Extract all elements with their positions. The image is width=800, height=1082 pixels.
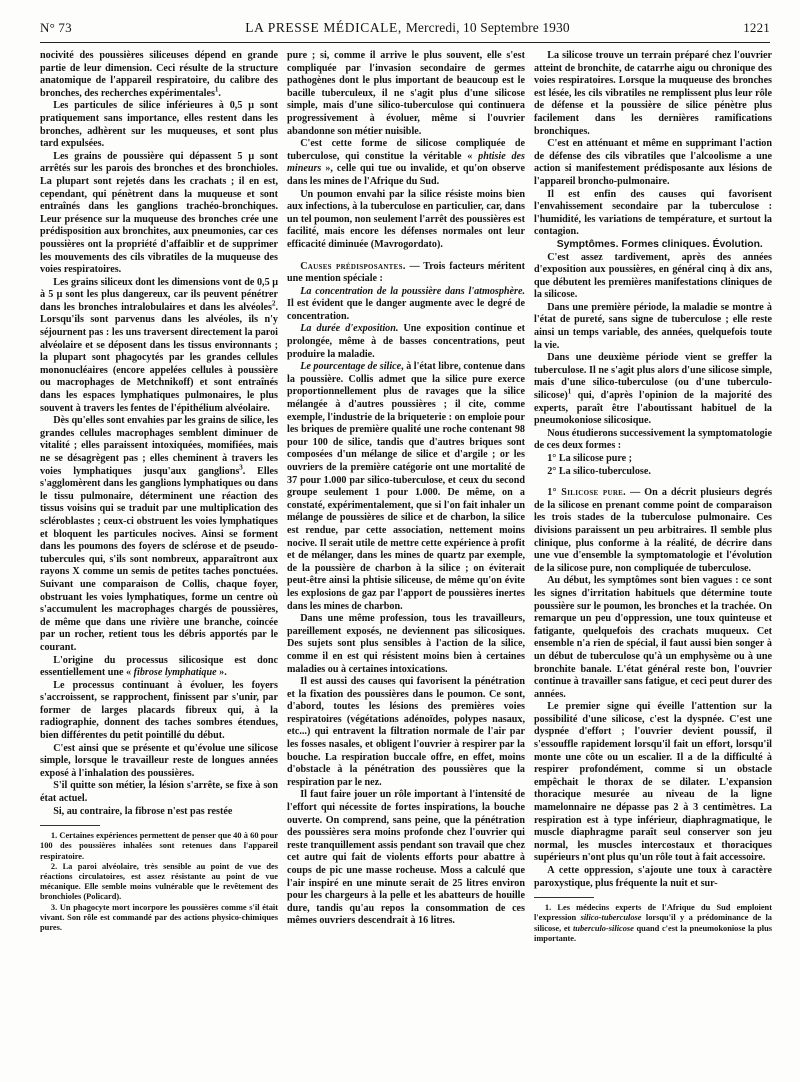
paragraph — [534, 352, 772, 428]
paragraph-text: Dès qu'elles sont envahies par les grains de silice, les grandes cellules macrophages semblent diminuer de vitalité ; elles paraissent intoxiquées, momifiées, mais ne se désagrègent pas ; elles cheminent à travers les voies lymphatiques jusqu'aux ganglions — [40, 415, 278, 477]
paragraph: Nous étudierons successivement la symptomatologie de ces deux formes : — [534, 427, 772, 452]
paragraph — [287, 286, 525, 324]
paragraph — [287, 361, 525, 613]
header-rule — [40, 42, 770, 43]
footnote-text: lorsqu'il y a prédominance de la silicose, et — [534, 913, 772, 933]
paragraph-text: ». — [216, 667, 227, 679]
column-3 — [534, 50, 772, 1075]
paragraph: Au début, les symptômes sont bien vagues : ce sont les signes d'irritation habituels que détermine toute poussière sur le poumon, les bronches et la trachée. On remarque un peu d'oppression, une toux quinteuse et fatigante, quelquefois des crachats muqueux. Cet ensemble n'a rien de spécial, il faut aussi bien songer à un début de tuberculose qu'à un emphysème ou à une bronchite banale. L'état général reste bon, l'ouvrier continue à travailler sans fatigue, et ceci peut durer des années. — [534, 575, 772, 700]
paragraph — [40, 655, 278, 680]
italic-term: fibrose lymphatique — [133, 667, 217, 679]
publication-line — [245, 20, 569, 36]
paragraph — [534, 487, 772, 575]
paragraph: Si, au contraire, la fibrose n'est pas restée — [53, 805, 233, 817]
footnote-rule — [40, 825, 100, 826]
issue-number: N° 73 — [40, 20, 72, 35]
paragraph-text: . Elles s'agglomèrent dans les ganglions lymphatiques ou dans le tissu pulmonaire, déterminent une réaction des tissus voisins qui se traduit par une multiplication des scléroblastes ; ceux-ci obstruent les voies lymphatiques et bloquent les particules nocives. Ainsi se forment dans les poumons des foyers de sclérose et de pseudo-tubercules qui, s'ils sont nombreux, apparaîtront aux rayons X comme un semis de petites taches ponctuées. Suivant une comparaison de Collis, chaque foyer, obstruant les voies lymphatiques, forme un centre où s'accumulent les macrophages chargés de poussières, de même que dans une rivière une branche, coincée par un rocher, retient tous les débris apportés par le courant. — [40, 465, 278, 653]
issue-date: Mercredi, 10 Septembre 1930 — [405, 20, 570, 35]
paragraph: Un poumon envahi par la silice résiste moins bien aux infections, à la tuberculose en particulier, car, dans un tel poumon, non seulement l'arrêt des poussières est facilité, mais encore les défenses normales ont leur efficacité diminuée (Mavrogordato). — [287, 188, 525, 250]
paragraph: Il faut faire jouer un rôle important à l'intensité de l'effort qui nécessite de fortes inspirations, la bouche ouverte. On comprend, sans peine, que la pénétration des poussières sera moins profonde chez l'ouvrier qui reste tranquillement assis pendant son travail que chez cet autre qui fait de violents efforts pour abattre à coups de pic une masse rocheuse. Moss a calculé que l'air inspiré en une minute serait de 25 litres environ pour les chargeurs à la pelle et les abatteurs de houille dure, tandis qu'au repos la consommation de ces mêmes ouvriers descendrait à 16 litres. — [287, 789, 525, 927]
footnote-text: 1. Les médecins experts de l'Afrique du Sud emploient l'expression — [534, 903, 772, 923]
paragraph — [40, 277, 278, 416]
section-label: 1° Silicose pure. — [547, 487, 626, 499]
paragraph-text: nocivité des poussières siliceuses dépend en grande partie de leur dimension. Ceci résulte de la structure anatomique de l'appareil respiratoire, du calibre des bronches, des recherches expérimentales — [40, 50, 278, 99]
italic-term: La durée d'exposition. — [300, 323, 399, 335]
paragraph: Les particules de silice inférieures à 0,5 μ sont pratiquement sans importance, elles restent dans les bronches, adhèrent sur les muqueuses, et sont plus tard expulsées. — [40, 100, 278, 150]
footnote-ref: 1 — [214, 85, 219, 94]
paragraph: Le processus continuant à évoluer, les foyers s'accroissent, se rapprochent, finissent par s'unir, par former de larges placards fibreux qui, à la radiographie, donnent des taches sombres étendues, bien différentes du petit pointillé du début. — [40, 679, 278, 742]
footnote — [534, 903, 772, 944]
footnote: 1. Certaines expériences permettent de penser que 40 à 60 pour 100 des poussières inhalées sont retenues dans l'appareil respiratoire. — [40, 831, 278, 861]
spacer — [287, 252, 525, 261]
page-header — [40, 20, 770, 40]
paragraph: C'est ainsi que se présente et qu'évolue une silicose simple, lorsque le travailleur reste de longues années exposé à l'inhalation des poussières. — [40, 742, 278, 779]
spacer — [534, 478, 772, 487]
paragraph-text: L'origine du processus silicosique est donc essentiellement une « — [40, 654, 278, 679]
paragraph — [40, 415, 278, 654]
paragraph — [287, 323, 525, 361]
paragraph-text: », celle qui tue ou invalide, et qu'on observe dans les mines de l'Afrique du Sud. — [287, 163, 525, 187]
paragraph: La silicose trouve un terrain préparé chez l'ouvrier atteint de bronchite, de catarrhe aigu ou chronique des voies respiratoires. Lorsque la muqueuse des bronches est lésée, les cils vibratiles ne remplissent plus leur rôle de défense et la poussière de silice pénètre plus facilement dans les dernières ramifications bronchiques. — [534, 50, 772, 137]
paragraph: nocivité des poussières siliceuses dépend en grande partie de leur dimension. Ceci résulte de la structure anatomique de l'appareil respiratoire, du calibre des bronches, des recherches expérimentales$^1$. — [40, 50, 278, 99]
paragraph-text: . Lorsqu'ils sont parvenus dans les alvéoles, ils n'y séjournent pas : les uns traversent directement la paroi alvéolaire et se déposent dans les tissus environnants ; la plupart sont phagocytés par les grandes cellules mononucléaires (encore appelées cellules à poussière ou macrophages de Metchnikoff) et sont entraînés dans les espaces lymphatiques pulmonaires, le plus souvent à travers les fentes de l'épithélium alvéolaire. — [40, 301, 278, 414]
paragraph: Dans une première période, la maladie se montre à l'état de pureté, sans signe de tuberculose ; elle reste ainsi un temps variable, des années, quelquefois toute la vie. — [534, 301, 772, 351]
page-number: 1221 — [743, 20, 770, 35]
list-item: 1° La silicose pure ; — [547, 453, 633, 464]
paragraph: S'il quitte son métier, la lésion s'arrête, se fixe à son état actuel. — [40, 780, 278, 805]
paragraph-text: Il est évident que le danger augmente avec le degré de concentration. — [287, 298, 525, 322]
paragraph: A cette oppression, s'ajoute une toux à caractère paroxystique, plus fréquente la nuit et sur- — [534, 865, 772, 889]
paragraph: Il est enfin des causes qui favorisent l'envahissement secondaire par la tuberculose : l'humidité, les variations de température, et surtout la contagion. — [534, 188, 772, 238]
footnote-text: quand c'est la pneumokoniose la plus importante. — [534, 923, 772, 943]
paragraph-text: — On a décrit plusieurs degrés de la silicose en prenant comme point de comparaison les trois stades de la tuberculose pulmonaire. Ces divisions paraissent un peu arbitraires. Il semble plus clinique, plus conforme à la réalité, de décrire dans une vue d'ensemble la symptomatologie et l'évolution de la silicose pure, non compliquée de tuberculose. — [534, 487, 772, 574]
paragraph: pure ; si, comme il arrive le plus souvent, elle s'est compliquée par l'invasion secondaire de germes pathogènes dont le plus important de beaucoup est le bacille tuberculeux, il ne s'agit plus d'une silicose simple, mais d'une silico-tuberculose qui continuera progressivement à évoluer, même si l'ouvrier abandonne son métier nuisible. — [287, 50, 525, 137]
italic-term: La concentration de la poussière dans l'atmosphère. — [300, 285, 525, 297]
paragraph — [287, 261, 525, 286]
paragraph-text: — Trois facteurs méritent une mention spéciale : — [287, 260, 525, 285]
footnote: 2. La paroi alvéolaire, très sensible au point de vue des réactions circulatoires, est assez résistante au point de vue mécanique. Elle semble moins vulnérable que le revêtement des bronchioles (Policard). — [40, 861, 278, 902]
paragraph-text: qui, d'après l'opinion de la majorité des experts, paraît être l'aboutissant habituel de la pneumokoniose silicosique. — [534, 390, 772, 427]
paragraph-text: Les grains siliceux dont les dimensions vont de 0,5 μ à 5 μ sont les plus dangereux, car ils peuvent pénétrer dans les bronches intralobulaires et dans les alvéoles — [40, 276, 278, 313]
paragraph: C'est en atténuant et même en supprimant l'action de défense des cils vibratiles que l'alcoolisme a une action si manifestement prédisposante aux lésions de l'appareil broncho-pulmonaire. — [534, 138, 772, 187]
footnote-ref: 3 — [239, 463, 243, 472]
footnote-ref: 1 — [567, 387, 572, 396]
column-1 — [40, 50, 278, 1075]
paragraph-text: Dans une deuxième période vient se greffer la tuberculose. Il ne s'agit plus alors d'une silicose simple, mais d'une silico-tuberculose (ou d'une tuberculo-silicose) — [534, 352, 772, 402]
paragraph: Il est aussi des causes qui favorisent la pénétration et la fixation des poussières dans le poumon. Ce sont, d'abord, toutes les lésions des premières voies respiratoires (végétations adénoïdes, polypes nasaux, etc...) qui entravent la filtration normale de l'air par les fosses nasales, et obligent l'ouvrier à respirer par la bouche. La respiration buccale offre, en effet, moins d'obstacle à la pénétration des poussières que la respiration par le nez. — [287, 676, 525, 788]
paragraph-text: , à l'état libre, contenue dans la poussière. Collis admet que la silice pure exerce proportionnellement plus de ravages que la silice mélangée à d'autres poussières ; il cite, comme exemple, l'industrie de la briqueterie : on emploie pour les briques de première qualité une roche contenant 98 pour 100 de silice, tandis que d'autres briques sont composées d'un mélange de silice et d'argile ; or les ouvriers de la première catégorie ont une mortalité de 37 pour 1.000 par silico-tuberculose, et ceux du second groupe seulement 1 pour 1.000. De même, on a constaté, expérimentalement, que si l'on fait inhaler un mélange de poussières de silice et de charbon, la silice est rendue, par cette association, nettement moins nocive. Il serait utile de mettre cette expérience à profit et de mélanger, dans les mines de quartz par exemple, de la poussière de charbon à la silice ; on éviterait peut-être ainsi la phtisie siliceuse, de même qu'on évite les explosions de gaz par l'apport de poussières inertes dans les mines de charbon. — [287, 361, 525, 612]
column-2 — [287, 50, 525, 1075]
section-heading: Symptômes. Formes cliniques. Évolution. — [556, 238, 763, 250]
italic-term: tuberculo-silicose — [572, 923, 634, 933]
paragraph — [287, 138, 525, 188]
publication-title: LA PRESSE MÉDICALE, — [245, 20, 402, 35]
paragraph: Le premier signe qui éveille l'attention sur la possibilité d'une silicose, c'est la dyspnée. C'est une dyspnée d'effort ; l'ouvrier devient poussif, il s'essouffle rapidement lorsqu'il fait un effort, lorsqu'il monte une côte ou un escalier. Il a de la difficulté à respirer profondément, comme si un obstacle empêchait le thorax de se dilater. L'expansion thoracique mesurée au niveau de la ligne mamelonnaire ne dépasse pas 2 à 3 centimètres. La respiration est à type inférieur, diaphragmatique, le muscle diaphragme paraît seul conserver son jeu normal, les muscles intercostaux et thoraciques supérieurs n'ont plus qu'un rôle tout à fait accessoire. — [534, 701, 772, 864]
italic-term: silico-tuberculose — [580, 913, 642, 923]
footnote-ref: 2 — [271, 299, 276, 308]
paragraph: Dans une même profession, tous les travailleurs, pareillement exposés, ne deviennent pas silicosiques. Des sujets sont plus sensibles à l'action de la silice, comme il en est qui résistent moins bien à certaines maladies ou à certaines intoxications. — [287, 613, 525, 675]
paragraph: C'est assez tardivement, après des années d'exposition aux poussières, en général cinq à dix ans, que débutent les premières manifestations cliniques de la silicose. — [534, 251, 772, 301]
footnote: 3. Un phagocyte mort incorpore les poussières comme s'il était vivant. Son rôle est commandé par des actions physico-chimiques pures. — [40, 902, 278, 933]
paragraph-text: Une exposition continue et prolongée, même à de basses concentrations, peut produire la maladie. — [287, 323, 525, 360]
section-label: Causes prédisposantes. — [300, 260, 406, 272]
italic-term: phtisie des mineurs — [287, 150, 525, 175]
footnote-rule — [534, 897, 594, 898]
list-item: 2° La silico-tuberculose. — [547, 465, 651, 477]
paragraph-text: C'est cette forme de silicose compliquée de tuberculose, qui constitue la véritable « — [287, 138, 525, 162]
italic-term: Le pourcentage de silice — [300, 361, 402, 373]
paragraph: Les grains de poussière qui dépassent 5 μ sont arrêtés sur les parois des bronches et des bronchioles. La plupart sont rejetés dans les crachats ; il en est, cependant, qui pénètrent dans la muqueuse et sont entraînés dans les ganglions trachéo-bronchiques. Leur présence sur la muqueuse des bronches crée une prédisposition aux bronchites, aux pneumonies, car ces poussières ont la propriété d'affaiblir et de supprimer les mouvements des cils vibratiles de la muqueuse des voies respiratoires. — [40, 150, 278, 276]
